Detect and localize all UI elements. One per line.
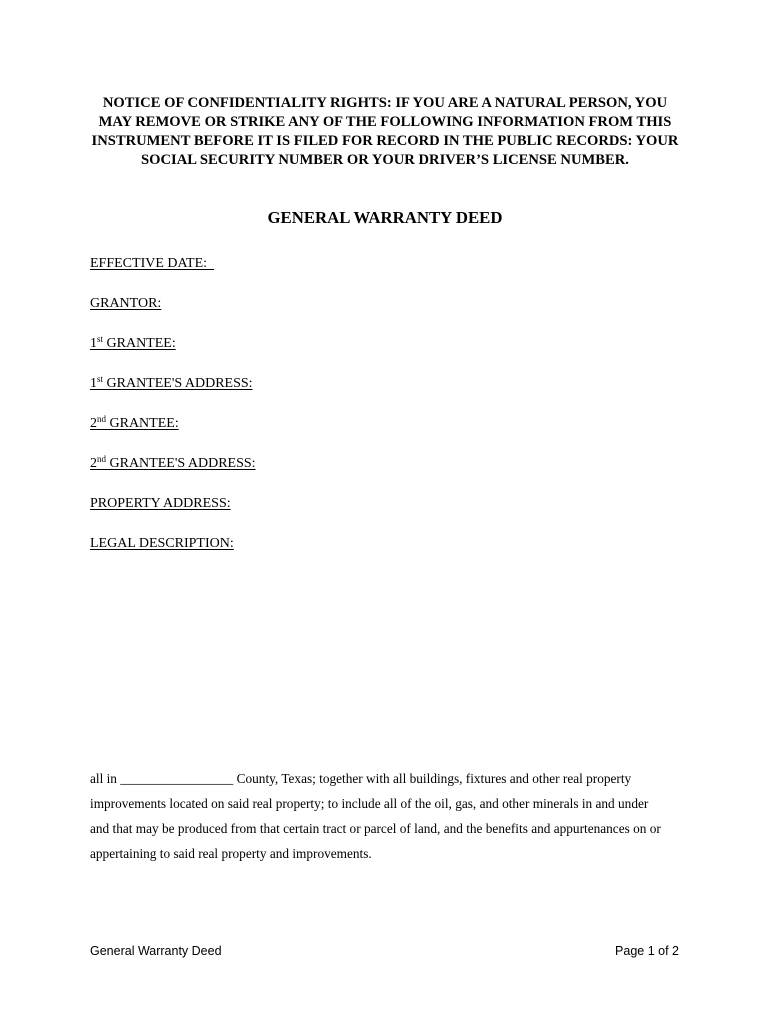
grantee1-label (90, 336, 176, 352)
conveyance-line: all in _________________ County, Texas; together with all buildings, fixtures and other real property (90, 771, 632, 786)
grantee1-number: 1 (90, 336, 97, 351)
effective-date-label: EFFECTIVE DATE: (90, 256, 215, 271)
property-address-label: PROPERTY ADDRESS: (90, 496, 231, 511)
grantee1-address-text: GRANTEE'S ADDRESS: (103, 376, 253, 391)
footer-page-number: Page 1 of 2 (615, 944, 679, 958)
grantee2-text: GRANTEE: (106, 416, 179, 431)
conveyance-line: improvements located on said real property; to include all of the oil, gas, and other minerals in and under (90, 796, 649, 811)
legal-description-label: LEGAL DESCRIPTION: (90, 536, 234, 551)
conveyance-line: appertaining to said real property and improvements. (90, 846, 372, 861)
conveyance-line: and that may be produced from that certain tract or parcel of land, and the benefits and appurtenances on or (90, 821, 661, 836)
grantee2-label (90, 416, 179, 432)
grantee2-address-text: GRANTEE'S ADDRESS: (106, 456, 256, 471)
grantor-label: GRANTOR: (90, 296, 162, 311)
document-title: GENERAL WARRANTY DEED (267, 208, 503, 227)
grantee2-address-label (90, 456, 256, 472)
grantee1-text: GRANTEE: (103, 336, 176, 351)
confidentiality-notice: NOTICE OF CONFIDENTIALITY RIGHTS: IF YOU ARE A NATURAL PERSON, YOU MAY REMOVE OR STRIKE ANY OF THE FOLLOWING INFORMATION FROM THIS INSTRUMENT BEFORE IT IS FILED FOR RECORD IN THE PUBLIC RECORDS: YOUR SOCIAL SECURITY NUMBER OR YOUR DRIVER’S LICENSE NUMBER. (91, 95, 679, 168)
conveyance-paragraph (90, 766, 690, 866)
grantee1-address-number: 1 (90, 376, 97, 391)
grantee2-address-number: 2 (90, 456, 97, 471)
grantee1-address-ordinal: st (97, 374, 104, 384)
grantee1-ordinal: st (97, 334, 104, 344)
grantee1-address-label (90, 376, 253, 392)
footer-document-name: General Warranty Deed (90, 944, 222, 958)
grantee2-number: 2 (90, 416, 97, 431)
grantee2-ordinal: nd (97, 414, 106, 424)
grantee2-address-ordinal: nd (97, 454, 106, 464)
